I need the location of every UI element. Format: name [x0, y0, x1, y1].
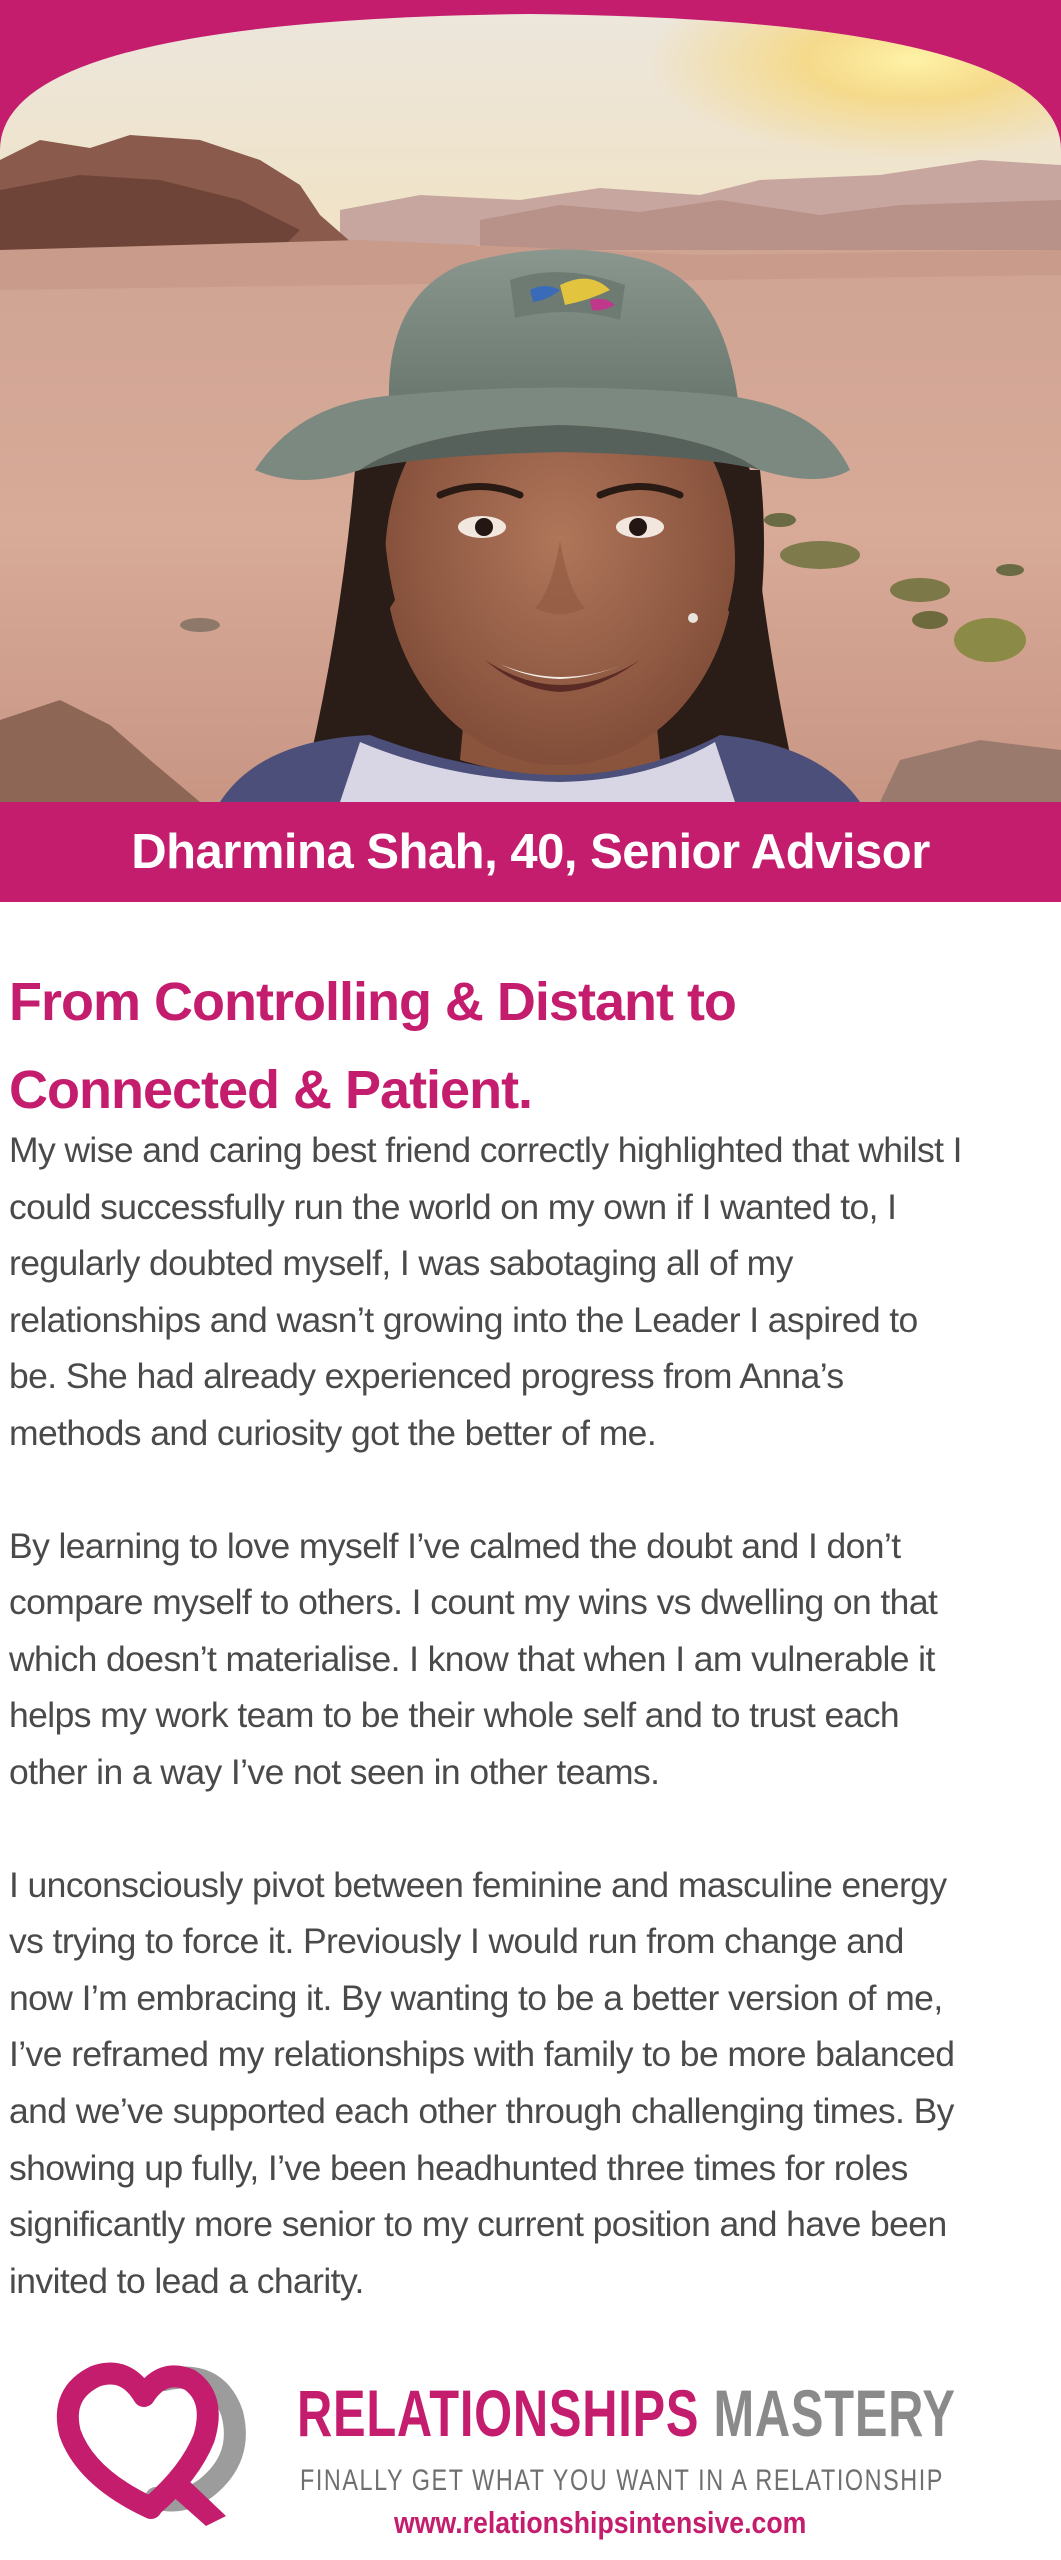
text-line: vs trying to force it. Previously I would run from change and — [9, 1921, 904, 1962]
text-line: significantly more senior to my current position and have been — [9, 2204, 947, 2245]
text-line: and we’ve supported each other through challenging times. By — [9, 2090, 954, 2131]
headline-line-1: From Controlling & Distant to — [9, 972, 736, 1032]
testimonial-content — [9, 958, 1054, 2309]
text-line: I’ve reframed my relationships with family to be more balanced — [9, 2034, 955, 2075]
brand-name — [297, 2376, 956, 2450]
text-line: which doesn’t materialise. I know that when I am vulnerable it — [9, 1638, 935, 1679]
person-name-title: Dharmina Shah, 40, Senior Advisor — [131, 825, 930, 879]
text-line: By learning to love myself I’ve calmed the doubt and I don’t — [9, 1525, 901, 1566]
name-banner — [0, 802, 1061, 902]
brand-name-part-1: RELATIONSHIPS — [297, 2376, 700, 2450]
text-line: My wise and caring best friend correctly highlighted that whilst I — [9, 1130, 962, 1170]
brand-footer — [0, 2348, 1061, 2560]
paragraph-3 — [9, 1857, 1054, 2310]
text-line: now I’m embracing it. By wanting to be a better version of me, — [9, 1977, 943, 2018]
text-line: showing up fully, I’ve been headhunted three times for roles — [9, 2147, 908, 2188]
paragraph-2 — [9, 1518, 1054, 1801]
text-line: invited to lead a charity. — [9, 2260, 364, 2301]
text-line: be. She had already experienced progress from Anna’s — [9, 1356, 844, 1397]
hero-section — [0, 0, 1061, 802]
text-line: relationships and wasn’t growing into the Leader I aspired to — [9, 1299, 918, 1340]
text-line: helps my work team to be their whole self and to trust each — [9, 1695, 900, 1736]
testimonial-headline — [9, 958, 1054, 1134]
text-line: compare myself to others. I count my wins vs dwelling on that — [9, 1582, 938, 1623]
selfie-in-desert-photo — [0, 0, 1061, 802]
text-line: other in a way I’ve not seen in other teams. — [9, 1751, 660, 1792]
website-link[interactable]: www.relationshipsintensive.com — [394, 2505, 807, 2540]
paragraph-1 — [9, 1122, 1054, 1462]
text-line: could successfully run the world on my own if I wanted to, I — [9, 1186, 897, 1227]
relationships-mastery-logo-icon — [56, 2358, 246, 2528]
text-line: regularly doubted myself, I was sabotaging all of my — [9, 1243, 793, 1284]
text-line: I unconsciously pivot between feminine and masculine energy — [9, 1864, 947, 1905]
headline-line-2: Connected & Patient. — [9, 1060, 533, 1120]
text-line: methods and curiosity got the better of me. — [9, 1412, 657, 1453]
brand-name-part-2: MASTERY — [713, 2376, 956, 2450]
brand-tagline: FINALLY GET WHAT YOU WANT IN A RELATIONSHIP — [300, 2464, 944, 2497]
